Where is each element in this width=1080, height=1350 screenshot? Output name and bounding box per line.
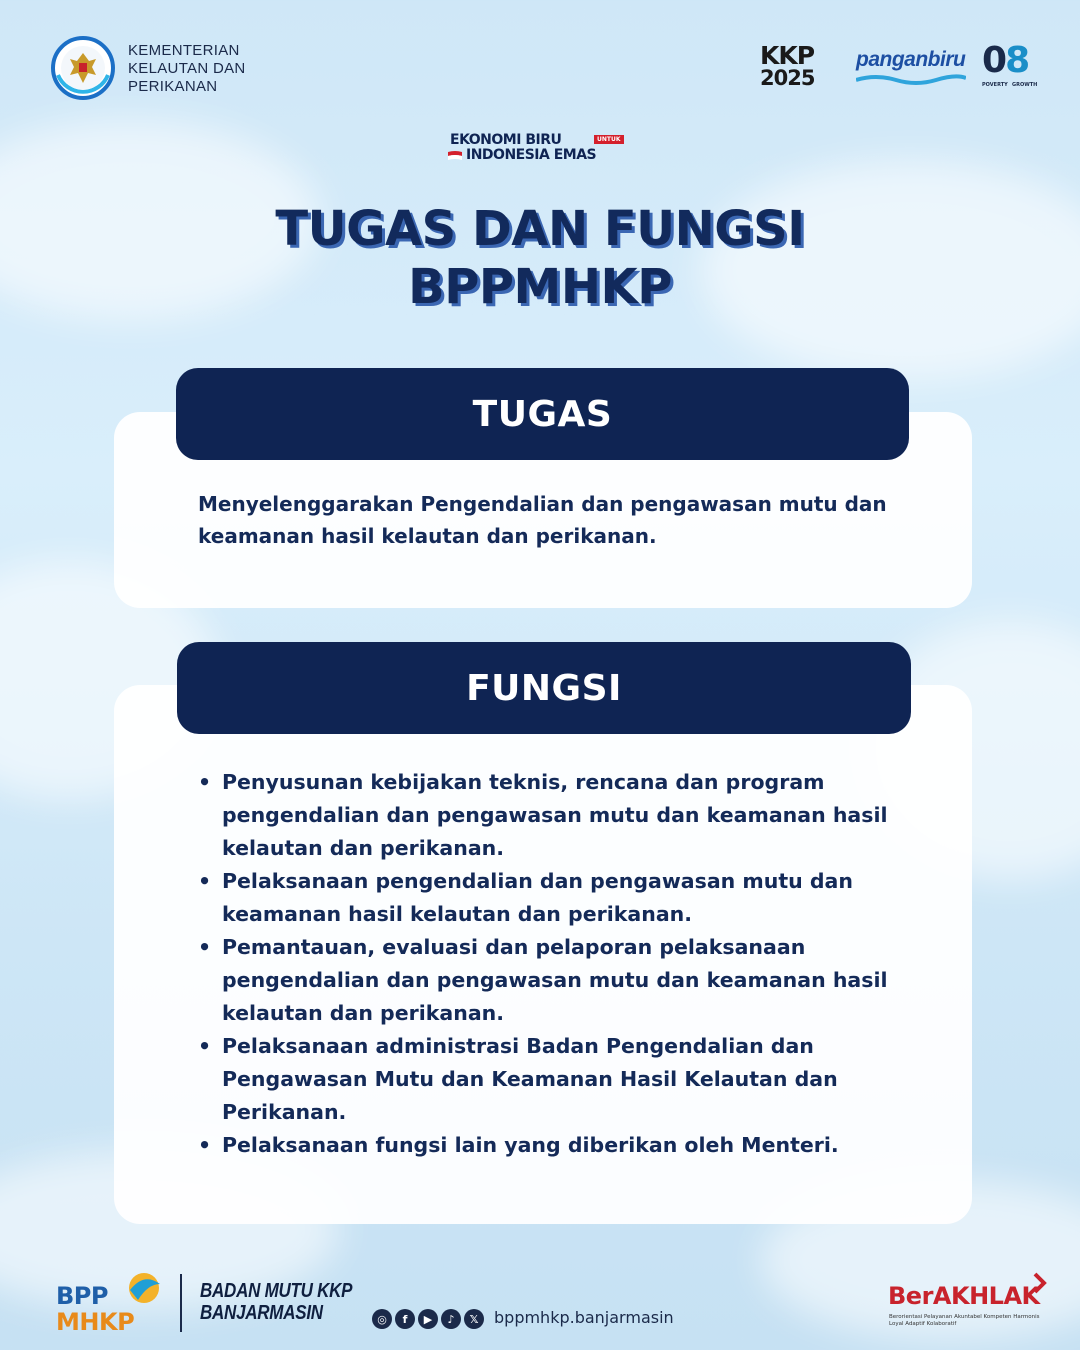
bppmhkp-logo [56, 1270, 166, 1334]
ministry-name-line: PERIKANAN [128, 78, 218, 95]
zero-poverty-growth-logo [982, 40, 1042, 92]
ekonomi-untuk-tag: UNTUK [594, 135, 624, 144]
ministry-name [128, 42, 246, 96]
footer-divider [180, 1274, 182, 1332]
wave-icon [856, 74, 966, 86]
social-icons [372, 1309, 484, 1329]
eight-logo-number [982, 40, 1028, 81]
page-title-line1: TUGAS DAN FUNGSI [275, 201, 805, 257]
ekonomi-biru-line1: EKONOMI BIRU [450, 132, 562, 148]
tugas-text: Menyelenggarakan Pengendalian dan pengawasan mutu dan keamanan hasil kelautan dan perikanan. [198, 492, 887, 548]
tiktok-icon[interactable]: ♪ [441, 1309, 461, 1329]
berakhlak-logo [888, 1272, 1048, 1334]
badan-mutu-line2: BANJARMASIN [200, 1302, 323, 1324]
fungsi-heading: FUNGSI [177, 642, 911, 734]
bppmhkp-logo-mhkp: MHKP [56, 1308, 135, 1336]
berakhlak-word: BerAKHLAK [888, 1282, 1040, 1310]
youtube-icon[interactable]: ▶ [418, 1309, 438, 1329]
eight-logo-growth: GROWTH [1012, 82, 1038, 88]
facebook-icon[interactable]: f [395, 1309, 415, 1329]
fungsi-list [198, 766, 918, 1162]
fish-icon [124, 1270, 164, 1306]
ekonomi-biru-line2: INDONESIA EMAS [466, 147, 597, 163]
instagram-icon[interactable]: ◎ [372, 1309, 392, 1329]
ekonomi-biru-logo [440, 132, 640, 166]
x-icon[interactable]: 𝕏 [464, 1309, 484, 1329]
list-item: • Pemantauan, evaluasi dan pelaporan pelaksanaan pengendalian dan pengawasan mutu dan keamanan hasil kelautan dan perikanan. [198, 931, 918, 1030]
kkp-2025-logo-l2: 2025 [760, 66, 815, 90]
social-handle: bppmhkp.banjarmasin [494, 1308, 674, 1327]
ministry-logo [50, 35, 116, 101]
ministry-name-line: KEMENTERIAN [128, 42, 240, 59]
indonesia-flag-icon [448, 150, 462, 162]
badan-mutu-label [200, 1280, 352, 1324]
eight-logo-poverty: POVERTY [982, 82, 1008, 88]
ministry-name-line: KELAUTAN DAN [128, 60, 246, 77]
list-item: • Pelaksanaan pengendalian dan pengawasan mutu dan keamanan hasil kelautan dan perikanan. [198, 865, 918, 931]
bppmhkp-logo-bpp: BPP [56, 1282, 108, 1310]
kkp-2025-logo-l1: KKP [760, 41, 815, 70]
eight-logo-eight: 8 [1005, 40, 1029, 81]
kkp-2025-logo [760, 41, 842, 90]
list-item: • Pelaksanaan administrasi Badan Pengendalian dan Pengawasan Mutu dan Keamanan Hasil Kelautan dan Perikanan. [198, 1030, 918, 1129]
list-item: • Pelaksanaan fungsi lain yang diberikan oleh Menteri. [198, 1129, 918, 1162]
berakhlak-tagline: Berorientasi Pelayanan Akuntabel Kompeten Harmonis Loyal Adaptif Kolaboratif [889, 1314, 1040, 1327]
eight-logo-zero: 0 [982, 40, 1006, 81]
page-title-line2: BPPMHKP [408, 259, 672, 315]
partner-logos [760, 40, 1050, 94]
panganbiru-logo: panganbiru [856, 48, 966, 71]
badan-mutu-line1: BADAN MUTU KKP [200, 1280, 353, 1302]
tugas-heading: TUGAS [176, 368, 909, 460]
list-item: • Penyusunan kebijakan teknis, rencana dan program pengendalian dan pengawasan mutu dan keamanan hasil kelautan dan perikanan. [198, 766, 918, 865]
